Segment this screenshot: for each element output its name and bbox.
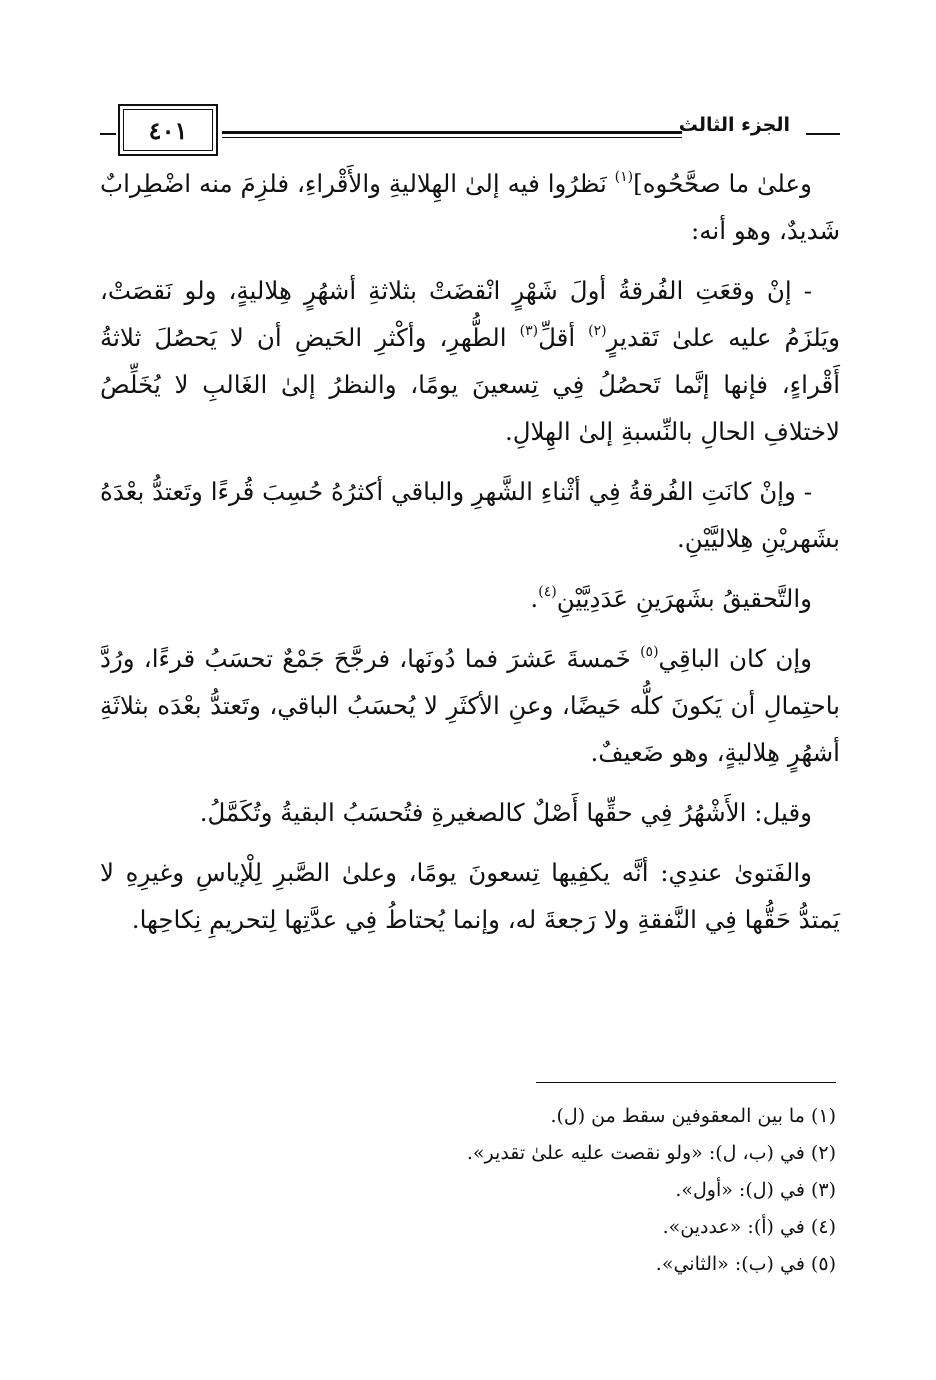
- text-run: وعلىٰ ما صحَّحُوه]: [633, 169, 812, 198]
- text-run: أقلِّ: [538, 323, 589, 352]
- footnote: (٢) في (ب، ل): «ولو نقصت عليه علىٰ تقدير».: [466, 1142, 836, 1164]
- text-run: - إنْ وقعَتِ الفُرقةُ أولَ شَهْرٍ انْقضَتْ بثلاثةِ أشهُرٍ هِلاليةٍ، ولو نَقصَتْ، ويَلزَمُ عليه علىٰ تَقديرٍ: [100, 276, 840, 352]
- paragraph: وقيل: الأَشْهُرُ فِي حقِّها أَصْلٌ كالصغيرةِ فتُحسَبُ البقيةُ وتُكَمَّلُ.: [199, 798, 812, 827]
- paragraph: والفَتوىٰ عندِي: أنَّه يكفِيها تِسعونَ يومًا، وعلىٰ الصَّبرِ لِلْإياسِ وغيرِهِ لا يَمتدُّ حَقُّها فِي النَّفقةِ ولا رَجعةَ له، وإنما يُحتاطُ فِي عدَّتِها لِتحريمِ نِكاحِها.: [100, 858, 840, 934]
- page-header: [100, 102, 840, 162]
- paragraph: [100, 635, 840, 776]
- footnote-ref: (١): [614, 169, 634, 185]
- footnote: (١) ما بين المعقوفين سقط من (ل).: [550, 1105, 836, 1127]
- footnote-ref: (٤): [538, 584, 557, 600]
- footnote: (٥) في (ب): «الثاني».: [655, 1253, 836, 1275]
- running-title: الجزء الثالث: [678, 114, 790, 136]
- text-run: نَظرُوا فيه إلىٰ الهِلاليةِ والأَقْراءِ، فلزِمَ منه اضْطِرابٌ شَديدٌ، وهو أنه:: [100, 169, 840, 245]
- text-run: .: [530, 584, 539, 613]
- page-number: ٤٠١: [123, 109, 213, 151]
- paragraph: [100, 267, 840, 455]
- paragraph: - وإنْ كانَتِ الفُرقةُ فِي أثْناءِ الشَّهرِ والباقي أكثرُهُ حُسِبَ قُرءًا وتَعتدُّ بعْدَهُ بشَهريْنِ هِلاليَّيْنِ.: [100, 477, 840, 553]
- header-rule-left: [100, 133, 116, 135]
- header-rule: [222, 131, 682, 138]
- text-run: الطُّهرِ، وأكْثرِ الحَيضِ أن لا يَحصُلَ ثلاثةُ أَقْراءٍ، فإنها إنَّما تَحصُلُ فِي تِسعينَ يومًا، والنظرُ إلىٰ الغَالبِ لا يُخَلِّصُ لاختلافِ الحالِ بالنِّسبةِ إلىٰ الهِلالِ.: [100, 323, 840, 446]
- footnote-ref: (٣): [519, 323, 539, 339]
- text-run: وإن كان الباقِي: [658, 644, 813, 673]
- paragraph: [100, 575, 840, 622]
- footnote-ref: (٢): [588, 323, 607, 339]
- header-rule-right: [806, 133, 840, 135]
- text-run: والتَّحقيقُ بشَهرَينِ عَدَدِيَّيْنِ: [556, 584, 812, 613]
- page-number-frame: [118, 104, 218, 156]
- text-run: خَمسةَ عَشرَ فما دُونَها، فرجَّحَ جَمْعٌ تحسَبُ قرءًا، ورُدَّ باحتِمالِ أن يَكونَ كلُّه حَيضًا، وعنِ الأكثَرِ لا يُحسَبُ الباقي، وتَعتدُّ بعْدَه بثلاثَةِ أشهُرٍ هِلاليةٍ، وهو ضَعيفٌ.: [100, 644, 840, 767]
- footnote-separator: [536, 1082, 836, 1083]
- main-text: [100, 160, 840, 956]
- footnote: (٣) في (ل): «أول».: [675, 1179, 836, 1201]
- paragraph: [100, 160, 840, 254]
- footnotes: [96, 1098, 836, 1283]
- footnote-ref: (٥): [640, 644, 659, 660]
- footnote: (٤) في (أ): «عددين».: [662, 1216, 836, 1238]
